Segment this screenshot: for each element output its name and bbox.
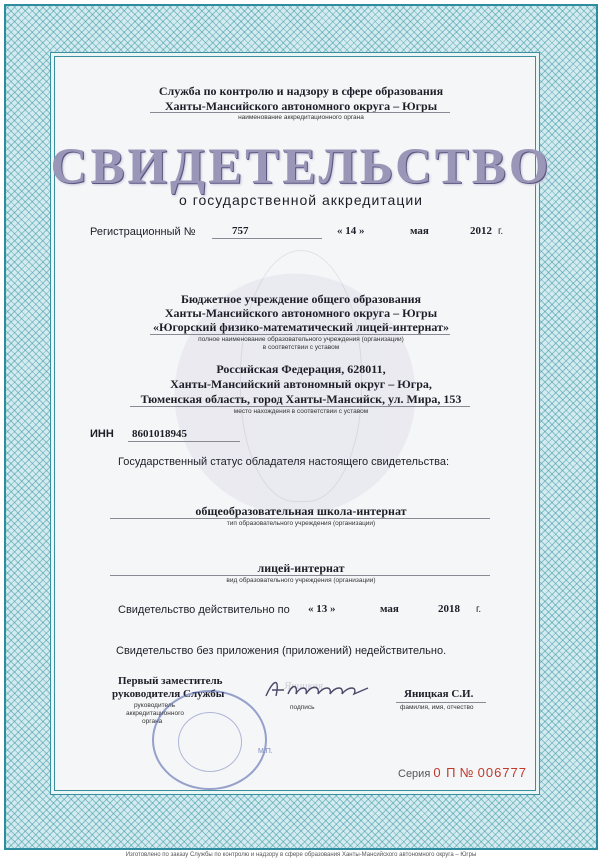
address-line-2: Ханты-Мансийский автономный округ – Югра,	[170, 377, 432, 391]
institution-caption-1: полное наименование образовательного учреждения (организации)	[198, 336, 404, 343]
signatory-position-1: Первый заместитель	[118, 675, 223, 687]
address-line-1: Российская Федерация, 628011,	[216, 362, 386, 376]
authority-line-1: Служба по контролю и надзору в сфере образования	[158, 84, 444, 98]
registration-month: мая	[410, 225, 429, 237]
institution-caption-2: в соответствии с уставом	[262, 344, 340, 351]
registration-number: 757	[232, 225, 249, 237]
institution-kind: лицей-интернат	[257, 561, 345, 575]
status-heading: Государственный статус обладателя настоящего свидетельства:	[118, 456, 450, 468]
signatory-name-underline	[396, 702, 486, 703]
address-caption: место нахождения в соответствии с уставом	[233, 408, 369, 415]
validity-month: мая	[380, 603, 399, 615]
inn-label: ИНН	[90, 428, 114, 440]
document-title: СВИДЕТЕЛЬСТВО	[50, 139, 552, 195]
stamp-mark: М.П.	[258, 748, 273, 755]
registration-day: « 14 »	[337, 225, 365, 237]
printer-note: Изготовлено по заказу Службы по контролю и надзору в сфере образования Ханты-Мансийского автономного округа – Югры	[125, 852, 477, 858]
signature-text: Яницкая	[284, 680, 324, 692]
validity-day: « 13 »	[308, 603, 336, 615]
signature-caption: подпись	[290, 704, 315, 711]
official-stamp-inner-ring	[178, 712, 242, 772]
signatory-caption-2: аккредитационного	[126, 710, 184, 717]
signatory-position-2: руководителя Службы	[112, 688, 225, 700]
registration-year-suffix: г.	[498, 226, 504, 237]
registration-label: Регистрационный №	[90, 226, 196, 238]
authority-underline	[150, 112, 450, 113]
signatory-caption-1: руководитель	[134, 702, 176, 709]
institution-line-3: «Югорский физико-математический лицей-интернат»	[152, 320, 450, 334]
institution-line-1: Бюджетное учреждение общего образования	[180, 292, 422, 306]
signatory-name-caption: фамилия, имя, отчество	[400, 704, 474, 711]
serial-no-sign: №	[459, 765, 475, 780]
type-caption: тип образовательного учреждения (организации)	[226, 520, 376, 527]
validity-year: 2018	[438, 603, 460, 615]
validity-label: Свидетельство действительно по	[118, 604, 290, 616]
institution-type: общеобразовательная школа-интернат	[195, 504, 407, 518]
serial-value: 006777	[477, 765, 527, 780]
institution-underline	[150, 334, 450, 335]
authority-line-2: Ханты-Мансийского автономного округа – Югры	[164, 99, 438, 113]
inn-value: 8601018945	[132, 428, 187, 440]
type-underline	[110, 518, 490, 519]
serial-number	[398, 765, 527, 780]
serial-series: 0 П	[433, 765, 457, 780]
institution-line-2: Ханты-Мансийского автономного округа – Югры	[164, 306, 438, 320]
registration-year: 2012	[470, 225, 492, 237]
kind-underline	[110, 575, 490, 576]
kind-caption: вид образовательного учреждения (организации)	[226, 577, 376, 584]
registration-number-line	[212, 238, 322, 239]
appendix-note: Свидетельство без приложения (приложений) недействительно.	[116, 645, 447, 657]
signatory-name: Яницкая С.И.	[404, 688, 474, 700]
address-underline	[130, 406, 470, 407]
serial-label: Серия	[398, 768, 431, 780]
address-line-3: Тюменская область, город Ханты-Мансийск, ул. Мира, 153	[140, 392, 462, 406]
validity-year-suffix: г.	[476, 604, 482, 615]
signatory-caption-3: органа	[142, 718, 163, 725]
authority-caption: наименование аккредитационного органа	[238, 114, 364, 121]
document-subtitle: о государственной аккредитации	[179, 192, 423, 208]
inn-underline	[128, 441, 240, 442]
